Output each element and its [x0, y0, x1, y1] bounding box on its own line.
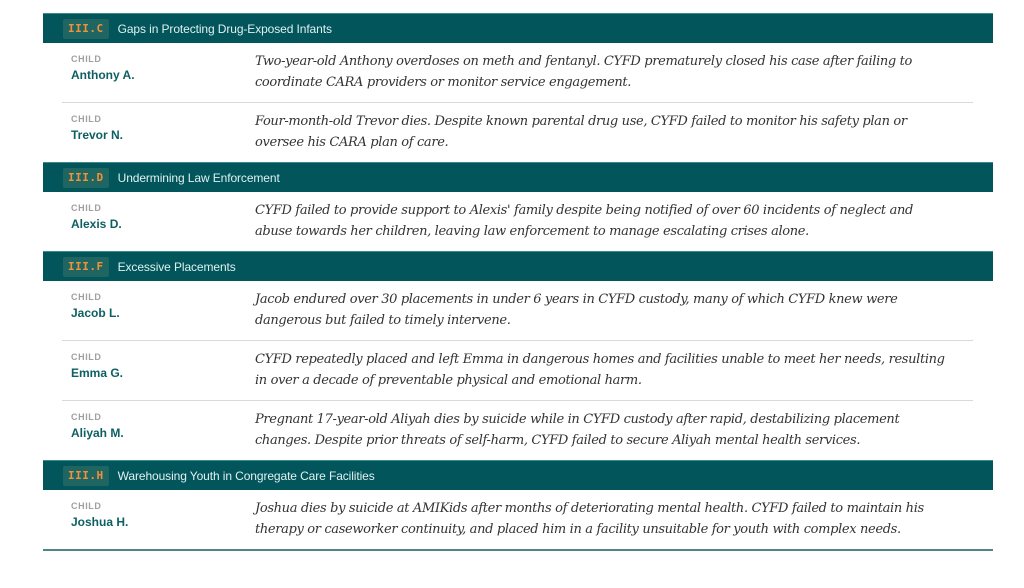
table-row [62, 341, 973, 401]
child-label: CHILD [71, 352, 102, 362]
child-cell [62, 103, 255, 162]
section-header-iii-h [43, 460, 993, 490]
table-row [62, 281, 973, 341]
child-label: CHILD [71, 292, 102, 302]
child-cell [62, 401, 255, 460]
case-description: CYFD repeatedly placed and left Emma in dangerous homes and facilities unable to meet her needs, resulting in over a decade of preventable physical and emotional harm. [255, 352, 945, 388]
child-name: Aliyah M. [71, 426, 124, 440]
child-name: Trevor N. [71, 128, 124, 142]
table-row [43, 490, 993, 551]
case-description: Pregnant 17-year-old Aliyah dies by suicide while in CYFD custody after rapid, destabilizing placement changes. Despite prior threats of self-harm, CYFD failed to secure Aliyah mental health services. [255, 412, 900, 448]
case-description: CYFD failed to provide support to Alexis' family despite being notified of over 60 incidents of neglect and abuse towards her children, leaving law enforcement to manage escalating crises alone. [255, 203, 913, 239]
child-cell [62, 341, 255, 400]
child-name: Joshua H. [71, 515, 129, 529]
child-name: Jacob L. [71, 306, 120, 320]
section-code-badge: III.D [63, 168, 109, 188]
case-description: Two-year-old Anthony overdoses on meth and fentanyl. CYFD prematurely closed his case after failing to coordinate CARA providers or monitor service engagement. [255, 54, 913, 90]
child-label: CHILD [71, 54, 102, 64]
case-description: Jacob endured over 30 placements in under 6 years in CYFD custody, many of which CYFD knew were dangerous but failed to timely intervene. [255, 292, 898, 328]
child-cell [62, 490, 255, 549]
table-row [62, 401, 973, 460]
section-code-badge: III.C [63, 19, 109, 39]
section-title: Undermining Law Enforcement [117, 170, 280, 185]
section-header-iii-c [43, 13, 993, 43]
case-summary-table [43, 13, 993, 551]
section-header-iii-d [43, 162, 993, 192]
section-title: Warehousing Youth in Congregate Care Facilities [117, 468, 375, 483]
child-label: CHILD [71, 412, 102, 422]
table-row [62, 103, 973, 162]
child-name: Anthony A. [71, 68, 135, 82]
child-label: CHILD [71, 114, 102, 124]
child-name: Emma G. [71, 366, 124, 380]
section-header-iii-f [43, 251, 993, 281]
cut-off-text-line [255, 0, 855, 4]
child-label: CHILD [71, 203, 102, 213]
section-title: Excessive Placements [117, 259, 236, 274]
section-code-badge: III.F [63, 257, 109, 277]
case-description: Four-month-old Trevor dies. Despite known parental drug use, CYFD failed to monitor his safety plan or oversee his CARA plan of care. [255, 114, 907, 150]
child-label: CHILD [71, 501, 102, 511]
table-row [62, 192, 973, 251]
case-description: Joshua dies by suicide at AMIKids after months of deteriorating mental health. CYFD failed to maintain his therapy or caseworker continuity, and placed him in a facility unsuitable for youth with complex needs. [255, 501, 924, 537]
child-name: Alexis D. [71, 217, 122, 231]
child-cell [62, 281, 255, 340]
section-title: Gaps in Protecting Drug-Exposed Infants [117, 21, 332, 36]
child-cell [62, 192, 255, 251]
table-row [62, 43, 973, 103]
child-cell [62, 43, 255, 102]
section-code-badge: III.H [63, 466, 109, 486]
